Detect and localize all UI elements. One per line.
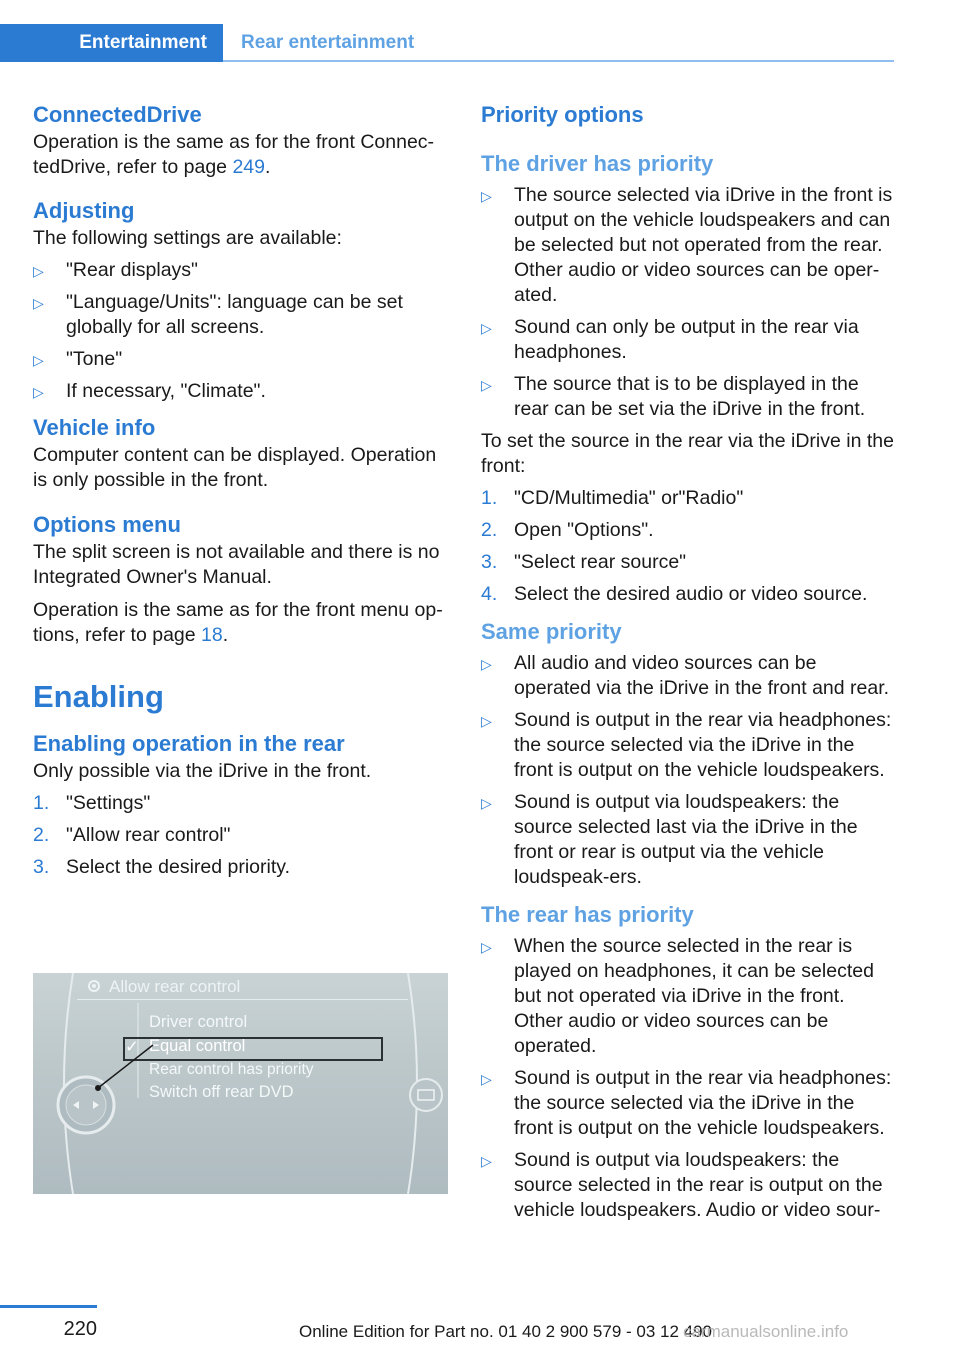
- list-item: ▷ Sound can only be output in the rear via headphones.: [481, 316, 859, 363]
- list-item: 3. "Select rear source": [481, 551, 687, 573]
- checkmark-icon: ✓: [125, 1038, 139, 1056]
- heading-priority-options: Priority options: [481, 102, 644, 127]
- edition-text: Online Edition for Part no. 01 40 2 900 579 - 03 12 490: [299, 1322, 713, 1341]
- bullet-triangle-icon: ▷: [481, 1153, 492, 1169]
- heading-vehicle-info: Vehicle info: [33, 415, 156, 440]
- bullet-triangle-icon: ▷: [481, 1071, 492, 1087]
- list-item: ▷ Sound is output via loudspeakers: the source selected in the rear is output on the vehicle loudspeakers. Audio or video sour-: [481, 1149, 883, 1221]
- list-item: ▷ When the source selected in the rear is played on headphones, it can be selected but not operated via iDrive in the front. Other audio or video sources can be operated.: [481, 935, 874, 1057]
- adjusting-list: [33, 258, 449, 404]
- tab-entertainment[interactable]: Entertainment: [0, 24, 223, 62]
- list-item: ▷ All audio and video sources can be operated via the iDrive in the front and rear.: [481, 652, 890, 699]
- idrive-screen-image: [33, 973, 448, 1194]
- heading-enabling-rear: Enabling operation in the rear: [33, 731, 345, 756]
- watermark: carmanualsonline.info: [683, 1322, 849, 1341]
- set-source-steps: [481, 486, 897, 607]
- list-item: ▷ If necessary, "Climate".: [33, 379, 449, 404]
- footer-rule: [0, 1305, 97, 1308]
- list-item: ▷ "Rear displays": [33, 258, 449, 283]
- vehicle-info-text: Computer content can be displayed. Operation is only possible in the front.: [33, 444, 437, 491]
- tab-rear-entertainment[interactable]: Rear entertainment: [241, 32, 415, 53]
- list-item: 1. "CD/Multimedia" or"Radio": [481, 487, 744, 509]
- menu-button-icon: [406, 1075, 446, 1115]
- options-menu-text2: Operation is the same as for the front menu op-tions, refer to page 18.: [33, 599, 443, 646]
- list-item: 2. "Allow rear control": [33, 824, 231, 846]
- bullet-triangle-icon: ▷: [481, 795, 492, 811]
- set-source-text: To set the source in the rear via the iDrive in the front:: [481, 430, 894, 477]
- heading-same-priority: Same priority: [481, 619, 622, 644]
- bullet-triangle-icon: ▷: [33, 263, 44, 279]
- bullet-triangle-icon: ▷: [481, 188, 492, 204]
- bullet-triangle-icon: ▷: [33, 352, 44, 368]
- heading-connecteddrive: ConnectedDrive: [33, 102, 202, 127]
- right-column: [481, 100, 897, 1230]
- bullet-triangle-icon: ▷: [481, 656, 492, 672]
- connecteddrive-text: Operation is the same as for the front Connec-tedDrive, refer to page 249.: [33, 131, 435, 178]
- left-column: [33, 100, 449, 887]
- bullet-triangle-icon: ▷: [481, 939, 492, 955]
- heading-options-menu: Options menu: [33, 512, 181, 537]
- bullet-triangle-icon: ▷: [481, 320, 492, 336]
- list-item: ▷ The source that is to be displayed in the rear can be set via the iDrive in the front.: [481, 373, 866, 420]
- page-link-249[interactable]: 249: [232, 156, 265, 178]
- heading-adjusting: Adjusting: [33, 198, 135, 223]
- list-item: ▷ Sound is output via loudspeakers: the source selected last via the iDrive in the front or rear is output via the vehicle loudspeak-ers.: [481, 791, 858, 888]
- option-rear-priority[interactable]: Rear control has priority: [149, 1061, 314, 1078]
- list-item: ▷ "Tone": [33, 347, 449, 372]
- list-item: ▷ "Language/Units": language can be set globally for all screens.: [33, 291, 403, 338]
- page-header: [0, 24, 894, 62]
- list-item: ▷ The source selected via iDrive in the front is output on the vehicle loudspeakers and can be selected but not operated from the rear. Other audio or video sources can be oper-ated.: [481, 184, 893, 306]
- list-item: ▷ Sound is output in the rear via headphones: the source selected via the iDrive in the front is output on the vehicle loudspeakers.: [481, 1067, 892, 1139]
- list-item: 3. Select the desired priority.: [33, 856, 290, 878]
- screen-divider: [77, 999, 408, 1000]
- rear-priority-list: [481, 934, 897, 1223]
- heading-rear-priority: The rear has priority: [481, 902, 694, 927]
- enabling-intro: Only possible via the iDrive in the front.: [33, 760, 372, 782]
- list-item: 4. Select the desired audio or video source.: [481, 583, 868, 605]
- enabling-steps: [33, 791, 449, 880]
- bullet-triangle-icon: ▷: [33, 295, 44, 311]
- heading-driver-priority: The driver has priority: [481, 151, 714, 176]
- option-equal-control[interactable]: ✓ Equal control: [125, 1037, 246, 1056]
- heading-enabling: Enabling: [33, 679, 164, 714]
- options-menu-text1: The split screen is not available and there is no Integrated Owner's Manual.: [33, 541, 440, 588]
- option-switch-off-dvd[interactable]: Switch off rear DVD: [149, 1083, 294, 1101]
- list-item: ▷ Sound is output in the rear via headphones: the source selected via the iDrive in the front is output on the vehicle loudspeakers.: [481, 709, 892, 781]
- option-driver-control[interactable]: Driver control: [149, 1013, 248, 1031]
- bullet-triangle-icon: ▷: [481, 713, 492, 729]
- adjusting-intro: The following settings are available:: [33, 227, 342, 249]
- list-item: 1. "Settings": [33, 792, 151, 814]
- page-number: 220: [63, 1318, 97, 1340]
- driver-priority-list: [481, 183, 897, 422]
- bullet-triangle-icon: ▷: [481, 377, 492, 393]
- same-priority-list: [481, 651, 897, 890]
- gear-icon: [85, 977, 103, 995]
- page-link-18[interactable]: 18: [201, 624, 223, 646]
- bullet-triangle-icon: ▷: [33, 384, 44, 400]
- list-item: 2. Open "Options".: [481, 519, 654, 541]
- header-rule: [223, 60, 894, 62]
- screen-title: Allow rear control: [109, 977, 241, 996]
- pointer-line: [93, 1033, 213, 1093]
